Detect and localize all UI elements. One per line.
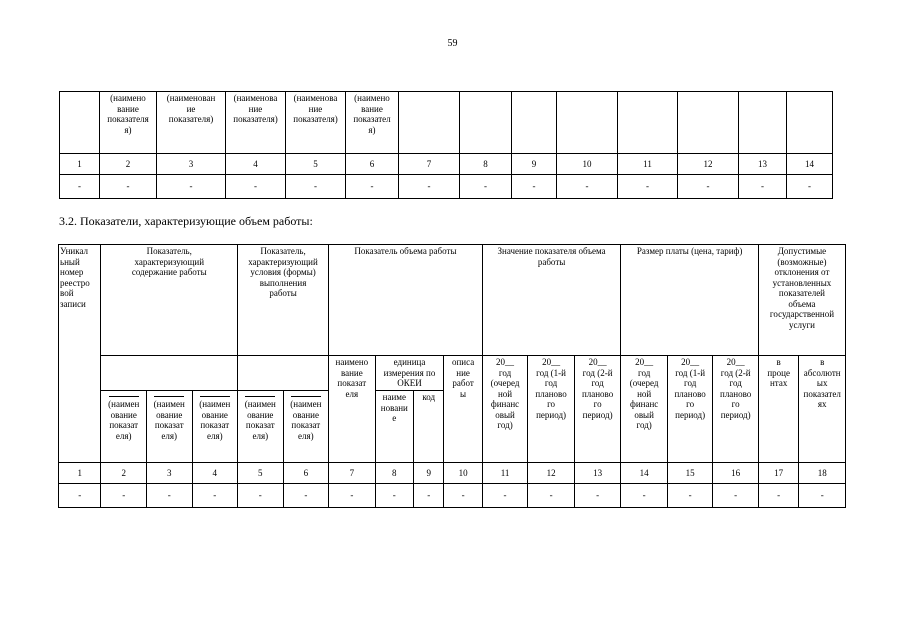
value-cell: -	[444, 484, 482, 508]
value-year2-header: 20__ год (2-й год планово го период)	[574, 356, 621, 463]
value-year0-header: 20__ год (очеред ной финанс овый год)	[482, 356, 528, 463]
value-cell: -	[238, 484, 284, 508]
column-number-cell: 6	[283, 463, 329, 484]
header-cell: (наимено вание показателя я)	[100, 92, 157, 154]
column-number-cell: 8	[460, 154, 512, 175]
column-number-cell: 2	[101, 463, 147, 484]
header-cell	[399, 92, 460, 154]
column-number-cell: 10	[444, 463, 482, 484]
value-cell: -	[528, 484, 575, 508]
conditions-indicator-blank	[238, 356, 329, 391]
fee-year2-header: 20__ год (2-й год планово го период)	[713, 356, 759, 463]
value-cell: -	[375, 484, 413, 508]
value-cell: -	[678, 175, 739, 199]
column-number-cell: 12	[528, 463, 575, 484]
indicator-name-text: (наимен ование показат еля)	[244, 399, 276, 441]
header-cell	[618, 92, 678, 154]
value-cell: -	[618, 175, 678, 199]
column-number-cell: 6	[346, 154, 399, 175]
indicator-name-cell	[101, 391, 147, 463]
page-number: 59	[447, 38, 458, 49]
indicator-name-text: (наимен ование показат еля)	[199, 399, 231, 441]
column-number-cell: 16	[713, 463, 759, 484]
okei-unit-header: единица измерения по ОКЕИ	[375, 356, 444, 391]
indicator-name-cell	[146, 391, 192, 463]
value-cell: -	[799, 484, 846, 508]
value-cell: -	[787, 175, 833, 199]
blank-underline	[109, 396, 139, 397]
header-cell	[557, 92, 618, 154]
value-cell: -	[60, 175, 100, 199]
column-number-cell: 4	[192, 463, 238, 484]
volume-indicator-header: Показатель объема работы	[329, 245, 483, 356]
value-cell: -	[574, 484, 621, 508]
column-number-cell: 14	[621, 463, 668, 484]
column-number-cell: 3	[157, 154, 226, 175]
value-cell: -	[192, 484, 238, 508]
value-cell: -	[621, 484, 668, 508]
section-title: 3.2. Показатели, характеризующие объем работы:	[59, 214, 313, 228]
column-number-cell: 9	[414, 463, 444, 484]
column-number-cell: 11	[618, 154, 678, 175]
header-cell: (наименован ие показателя)	[157, 92, 226, 154]
header-cell: (наименова ние показателя)	[286, 92, 346, 154]
column-number-cell: 4	[226, 154, 286, 175]
value-cell: -	[100, 175, 157, 199]
header-cell	[739, 92, 787, 154]
work-description-header: описа ние работ ы	[444, 356, 482, 463]
column-number-cell: 5	[286, 154, 346, 175]
value-cell: -	[329, 484, 376, 508]
value-cell: -	[667, 484, 713, 508]
work-volume-table	[58, 244, 846, 508]
fee-year1-header: 20__ год (1-й год планово го период)	[667, 356, 713, 463]
content-indicator-blank	[101, 356, 238, 391]
value-cell: -	[283, 484, 329, 508]
blank-underline	[200, 396, 230, 397]
value-cell: -	[482, 484, 528, 508]
column-number-cell: 7	[329, 463, 376, 484]
header-cell	[512, 92, 557, 154]
column-number-cell: 15	[667, 463, 713, 484]
indicator-name-text: (наимен ование показат еля)	[290, 399, 322, 441]
unit-name-header: наиме новани е	[375, 391, 413, 463]
value-cell: -	[557, 175, 618, 199]
indicator-name-text: (наимен ование показат еля)	[108, 399, 140, 441]
column-number-cell: 11	[482, 463, 528, 484]
blank-underline	[291, 396, 321, 397]
deviation-percent-header: в проце нтах	[758, 356, 798, 463]
fee-year0-header: 20__ год (очеред ной финанс овый год)	[621, 356, 668, 463]
column-number-cell: 8	[375, 463, 413, 484]
value-cell: -	[713, 484, 759, 508]
volume-name-header: наимено вание показат еля	[329, 356, 376, 463]
content-indicator-header: Показатель, характеризующий содержание работы	[101, 245, 238, 356]
value-cell: -	[226, 175, 286, 199]
value-cell: -	[146, 484, 192, 508]
blank-underline	[154, 396, 184, 397]
header-cell	[60, 92, 100, 154]
column-number-cell: 18	[799, 463, 846, 484]
column-number-cell: 13	[739, 154, 787, 175]
indicators-table-top	[59, 91, 833, 199]
column-number-cell: 7	[399, 154, 460, 175]
value-cell: -	[346, 175, 399, 199]
value-cell: -	[414, 484, 444, 508]
column-number-cell: 5	[238, 463, 284, 484]
column-number-cell: 17	[758, 463, 798, 484]
value-cell: -	[512, 175, 557, 199]
header-cell: (наимено вание показател я)	[346, 92, 399, 154]
header-cell: (наименова ние показателя)	[226, 92, 286, 154]
value-cell: -	[460, 175, 512, 199]
indicator-name-text: (наимен ование показат еля)	[153, 399, 185, 441]
column-number-cell: 3	[146, 463, 192, 484]
column-number-cell: 2	[100, 154, 157, 175]
value-year1-header: 20__ год (1-й год планово го период)	[528, 356, 575, 463]
indicator-name-cell	[192, 391, 238, 463]
indicator-name-cell	[238, 391, 284, 463]
column-number-cell: 13	[574, 463, 621, 484]
value-cell: -	[758, 484, 798, 508]
volume-value-header: Значение показателя объема работы	[482, 245, 621, 356]
value-cell: -	[399, 175, 460, 199]
column-number-cell: 10	[557, 154, 618, 175]
conditions-indicator-header: Показатель, характеризующий условия (формы) выполнения работы	[238, 245, 329, 356]
column-number-cell: 9	[512, 154, 557, 175]
header-cell	[787, 92, 833, 154]
column-number-cell: 12	[678, 154, 739, 175]
fee-size-header: Размер платы (цена, тариф)	[621, 245, 759, 356]
indicator-name-cell	[283, 391, 329, 463]
header-cell	[460, 92, 512, 154]
value-cell: -	[101, 484, 147, 508]
deviation-absolute-header: в абсолютн ых показател ях	[799, 356, 846, 463]
value-cell: -	[59, 484, 101, 508]
value-cell: -	[286, 175, 346, 199]
unique-number-header: Уникал ьный номер реестро вой записи	[59, 245, 101, 463]
column-number-cell: 14	[787, 154, 833, 175]
blank-underline	[245, 396, 275, 397]
header-cell	[678, 92, 739, 154]
deviation-header: Допустимые (возможные) отклонения от установленных показателей объема государственной услуги	[758, 245, 845, 356]
column-number-cell: 1	[60, 154, 100, 175]
column-number-cell: 1	[59, 463, 101, 484]
unit-code-header: код	[414, 391, 444, 463]
value-cell: -	[739, 175, 787, 199]
value-cell: -	[157, 175, 226, 199]
